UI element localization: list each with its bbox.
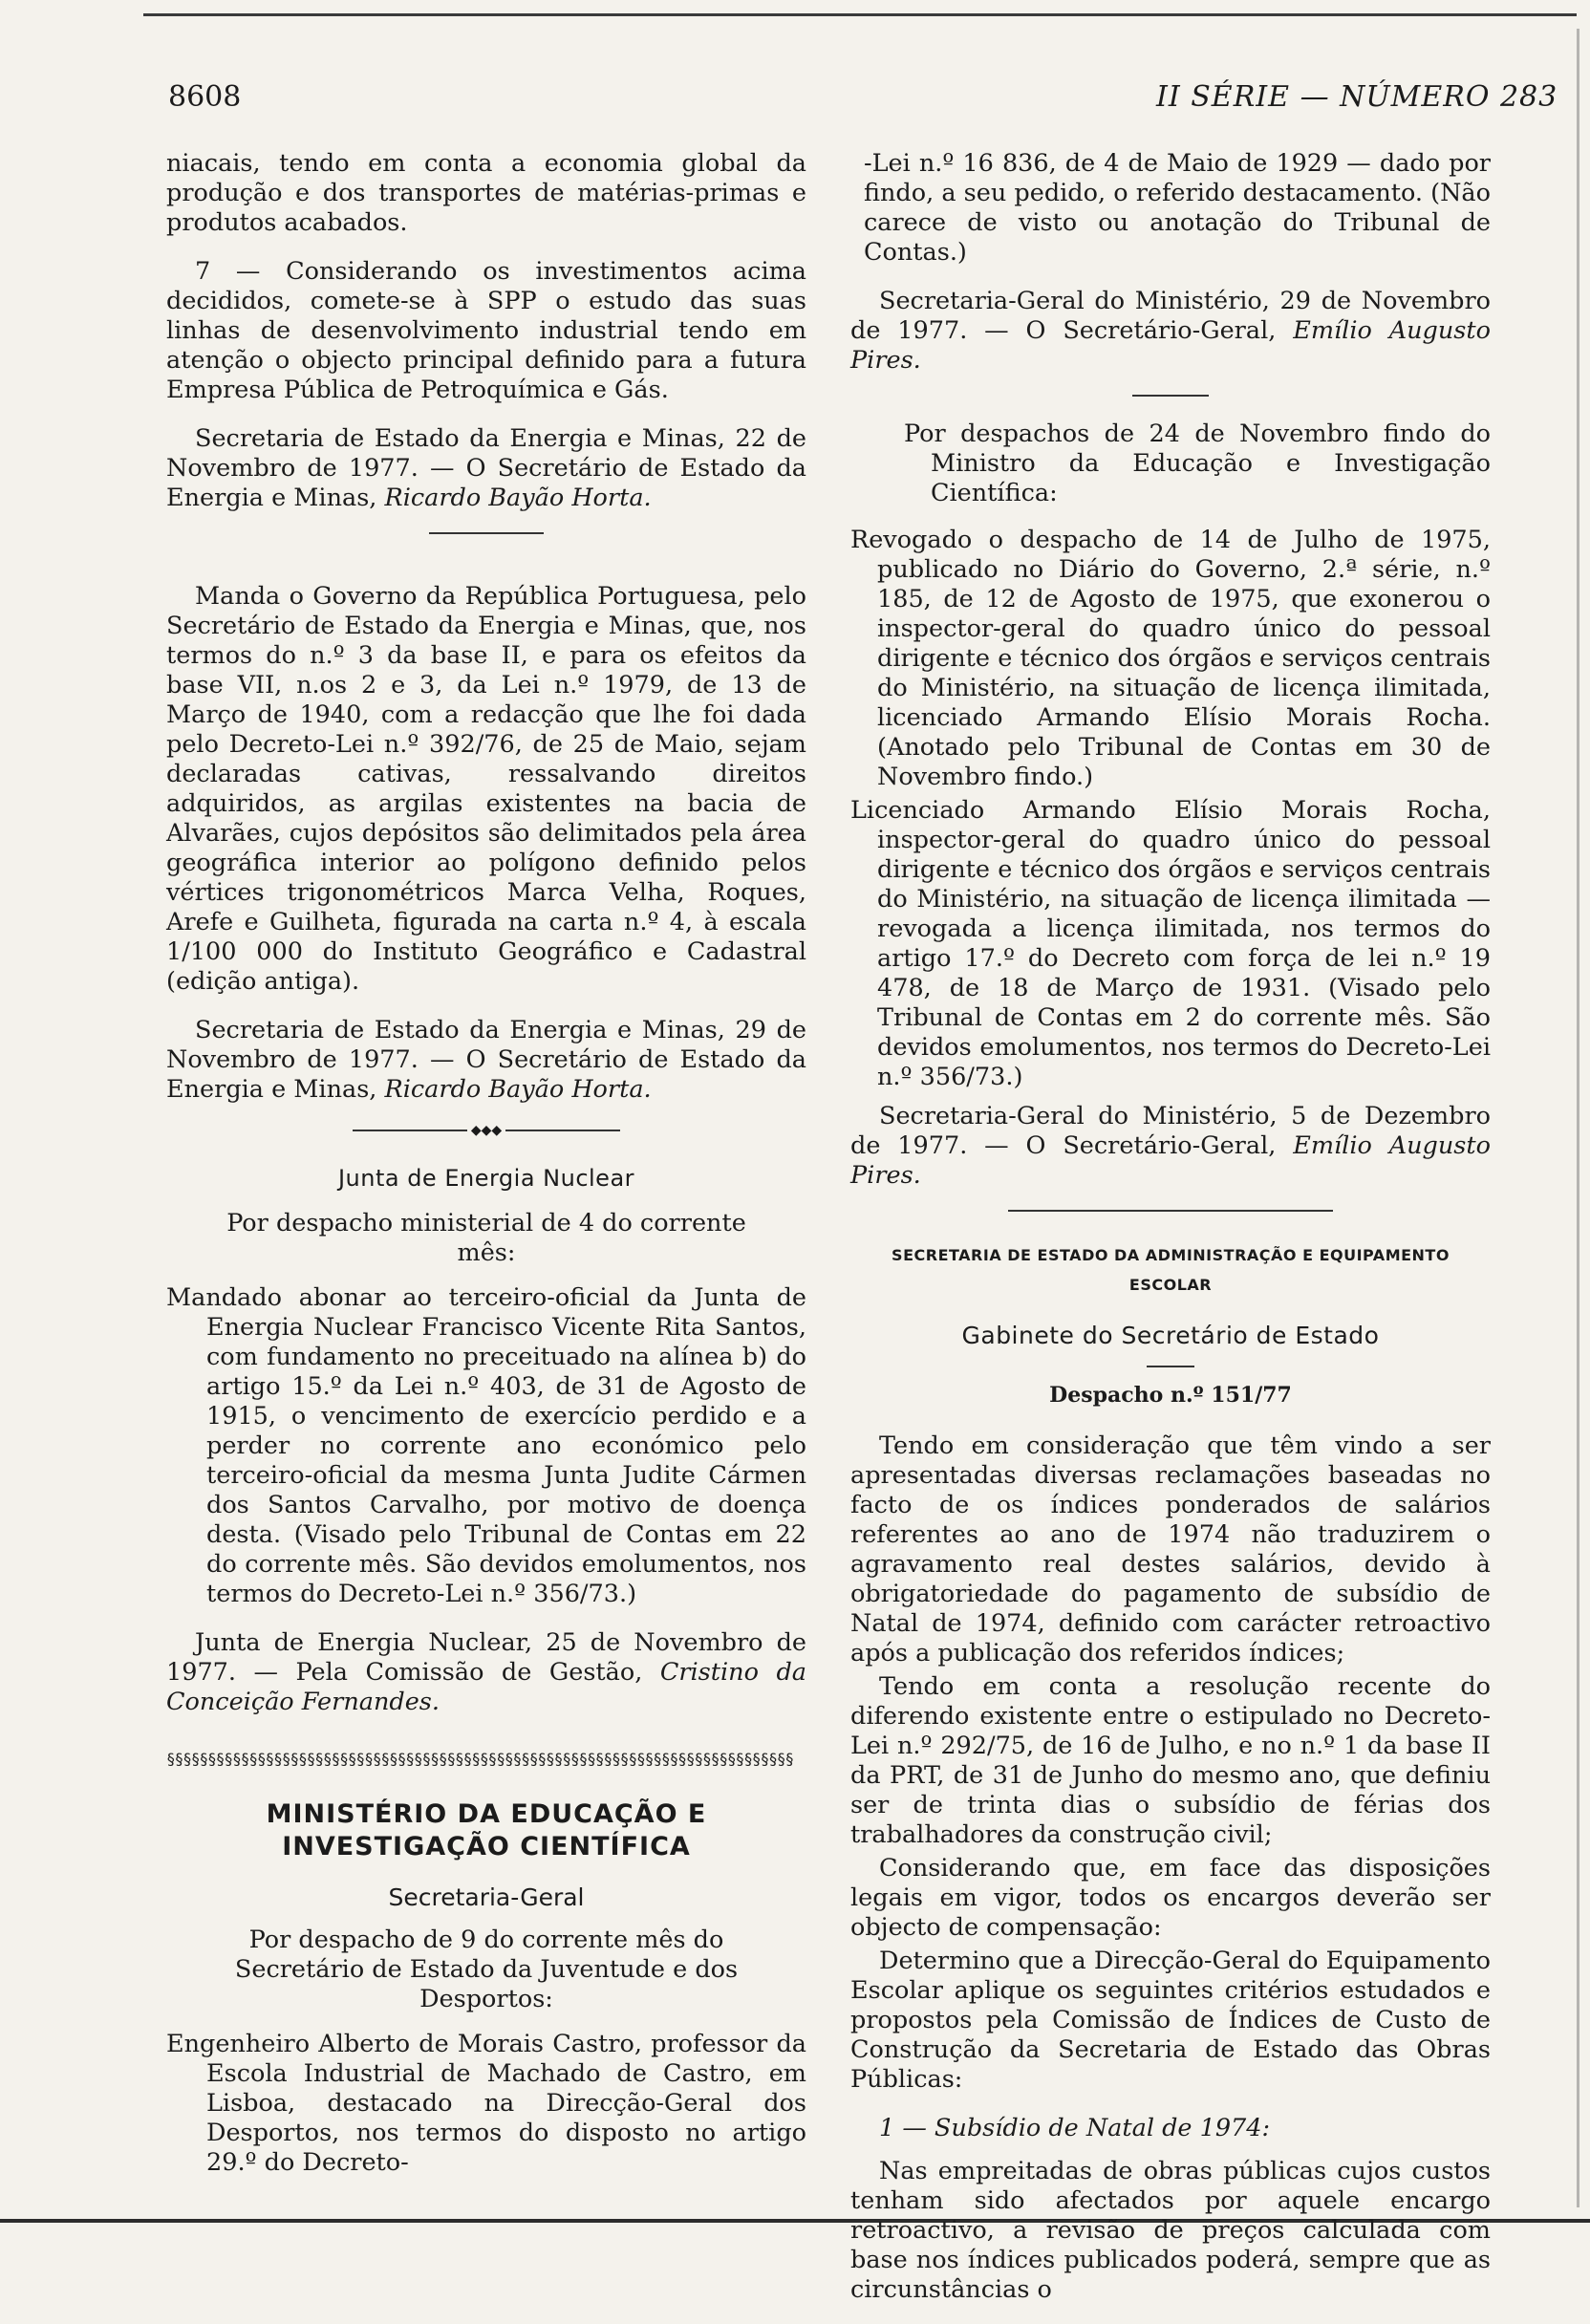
paragraph: Considerando que, em face das disposições legais em vigor, todos os encargos deverão ser objecto de compensação: bbox=[850, 1854, 1491, 1942]
department-title: Secretaria-Geral bbox=[388, 1883, 585, 1911]
signature-block bbox=[166, 1628, 806, 1717]
signature-text: Junta de Energia Nuclear, 25 de Novembro de 1977. — Pela Comissão de Gestão, bbox=[166, 1628, 806, 1687]
separator bbox=[1132, 395, 1209, 397]
signature-text: Secretaria de Estado da Energia e Minas, 22 de Novembro de 1977. — O Secretário de Estado da Energia e Minas, bbox=[166, 424, 806, 512]
signatory: Emílio Augusto Pires. bbox=[850, 1131, 1491, 1190]
page-number: 8608 bbox=[168, 80, 242, 114]
left-column bbox=[166, 149, 806, 2178]
signature-block bbox=[166, 1016, 806, 1105]
signatory: Ricardo Bayão Horta. bbox=[384, 484, 652, 512]
right-column bbox=[850, 149, 1491, 2324]
signature-text: Secretaria de Estado da Energia e Minas, 29 de Novembro de 1977. — O Secretário de Estado da Energia e Minas, bbox=[166, 1016, 806, 1104]
paragraph-portaria: Manda o Governo da República Portuguesa, pelo Secretário de Estado da Energia e Minas, que, nos termos do n.º 3 da base II, e para os efeitos da base VII, n.os 2 e 3, da Lei n.º 1979, de 13 de Março de 1940, com a redacção que lhe foi dada pelo Decreto-Lei n.º 392/76, de 25 de Maio, sejam declaradas cativas, ressalvando direitos adquiridos, as argilas existentes na bacia de Alvarães, cujos depósitos são delimitados pela área geográfica interior ao polígono definido pelos vértices trigonométricos Marca Velha, Roques, Arefe e Guilheta, figurada na carta n.º 4, à escala 1/100 000 do Instituto Geográfico e Cadastral (edição antiga). bbox=[166, 582, 806, 996]
series-header: II SÉRIE — NÚMERO 283 bbox=[1156, 80, 1558, 114]
paragraph-item-7: 7 — Considerando os investimentos acima decididos, comete-se à SPP o estudo das suas linhas de desenvolvimento industrial tendo em atenção o objecto principal definido para a futura Empresa Pública de Petroquímica e Gás. bbox=[166, 257, 806, 404]
signatory: Cristino da Conceição Fernandes. bbox=[166, 1658, 806, 1716]
separator bbox=[1008, 1210, 1333, 1212]
secretariat-title: SECRETARIA DE ESTADO DA ADMINISTRAÇÃO E EQUIPAMENTO ESCOLAR bbox=[892, 1246, 1450, 1294]
signature-text: Secretaria-Geral do Ministério, 29 de Novembro de 1977. — O Secretário-Geral, bbox=[850, 287, 1491, 345]
despacho-title: Despacho n.º 151/77 bbox=[1049, 1383, 1292, 1408]
signature-block bbox=[850, 1102, 1491, 1191]
wavy-rule: §§§§§§§§§§§§§§§§§§§§§§§§§§§§§§§§§§§§§§§§§§§§§§§§§§§§§§§§§§§§§§§§§§§§§§§§§§§§ bbox=[166, 1750, 794, 1768]
ministry-title: MINISTÉRIO DA EDUCAÇÃO E INVESTIGAÇÃO CIENTÍFICA bbox=[266, 1799, 707, 1861]
dispatch-item: Engenheiro Alberto de Morais Castro, professor da Escola Industrial de Machado de Castro, em Lisboa, destacado na Direcção-Geral dos Desportos, nos termos do disposto no artigo 29.º do Decreto- bbox=[166, 2030, 806, 2177]
cabinet-title: Gabinete do Secretário de Estado bbox=[961, 1322, 1380, 1349]
signature-block bbox=[166, 424, 806, 513]
page-edge bbox=[1577, 29, 1579, 2207]
signatory: Emílio Augusto Pires. bbox=[850, 316, 1491, 375]
dispatch-item: Mandado abonar ao terceiro-oficial da Junta de Energia Nuclear Francisco Vicente Rita Santos, com fundamento no preceituado na alínea b) do artigo 15.º da Lei n.º 403, de 31 de Agosto de 1915, o vencimento de exercício perdido e a perder no corrente ano económico pelo terceiro-oficial da mesma Junta Judite Cármen dos Santos Carvalho, por motivo de doença desta. (Visado pelo Tribunal de Contas em 22 do corrente mês. São devidos emolumentos, nos termos do Decreto-Lei n.º 356/73.) bbox=[166, 1283, 806, 1608]
paragraph: Tendo em conta a resolução recente do diferendo existente entre o estipulado no Decreto-Lei n.º 292/75, de 16 de Julho, e no n.º 1 da base II da PRT, de 31 de Junho do mesmo ano, que definiu ser de trinta dias o subsídio de férias dos trabalhadores da construção civil; bbox=[850, 1672, 1491, 1849]
paragraph: niacais, tendo em conta a economia global da produção e dos transportes de matérias-primas e produtos acabados. bbox=[166, 149, 806, 237]
continuation: -Lei n.º 16 836, de 4 de Maio de 1929 — dado por findo, a seu pedido, o referido destacamento. (Não carece de visto ou anotação do Tribunal de Contas.) bbox=[864, 149, 1491, 267]
dispatch-intro: Por despacho de 9 do corrente mês do Secretário de Estado da Juventude e dos Desportos: bbox=[234, 1926, 739, 2013]
signature-text: Secretaria-Geral do Ministério, 5 de Dezembro de 1977. — O Secretário-Geral, bbox=[850, 1102, 1491, 1160]
ornament-separator: ◆◆◆ bbox=[166, 1124, 806, 1137]
dispatch-item: Revogado o despacho de 14 de Julho de 1975, publicado no Diário do Governo, 2.ª série, n.º 185, de 12 de Agosto de 1975, que exonerou o inspector-geral do quadro único do pessoal dirigente e técnico dos órgãos e serviços centrais do Ministério, na situação de licença ilimitada, licenciado Armando Elísio Morais Rocha. (Anotado pelo Tribunal de Contas em 30 de Novembro findo.) bbox=[850, 526, 1491, 791]
section-title: Junta de Energia Nuclear bbox=[337, 1165, 635, 1192]
separator bbox=[429, 532, 544, 534]
dispatch-intro: Por despachos de 24 de Novembro findo do Ministro da Educação e Investigação Científica: bbox=[904, 420, 1491, 507]
top-rule bbox=[143, 13, 1577, 16]
paragraph: Determino que a Direcção-Geral do Equipamento Escolar aplique os seguintes critérios estudados e propostos pela Comissão de Índices de Custo de Construção da Secretaria de Estado das Obras Públicas: bbox=[850, 1947, 1491, 2094]
dispatch-item: Licenciado Armando Elísio Morais Rocha, inspector-geral do quadro único do pessoal dirigente e técnico dos órgãos e serviços centrais do Ministério, na situação de licença ilimitada — revogada a licença ilimitada, nos termos do artigo 17.º do Decreto com força de lei n.º 19 478, de 18 de Março de 1931. (Visado pelo Tribunal de Contas em 2 do corrente mês. São devidos emolumentos, nos termos do Decreto-Lei n.º 356/73.) bbox=[850, 796, 1491, 1091]
separator bbox=[1147, 1366, 1194, 1367]
signature-block bbox=[850, 287, 1491, 376]
subsection-title: 1 — Subsídio de Natal de 1974: bbox=[879, 2114, 1271, 2142]
paragraph: Nas empreitadas de obras públicas cujos custos tenham sido afectados por aquele encargo retroactivo, a revisão de preços calculada com base nos índices publicados poderá, sempre que as circunstâncias o bbox=[850, 2157, 1491, 2304]
dispatch-intro: Por despacho ministerial de 4 do corrente mês: bbox=[226, 1209, 746, 1267]
paragraph: Tendo em consideração que têm vindo a ser apresentadas diversas reclamações baseadas no facto de os índices ponderados de salários referentes ao ano de 1974 não traduzirem o agravamento real destes salários, devido à obrigatoriedade do pagamento de subsídio de Natal de 1974, definido com carácter retroactivo após a publicação dos referidos índices; bbox=[850, 1431, 1491, 1668]
signatory: Ricardo Bayão Horta. bbox=[384, 1075, 652, 1104]
